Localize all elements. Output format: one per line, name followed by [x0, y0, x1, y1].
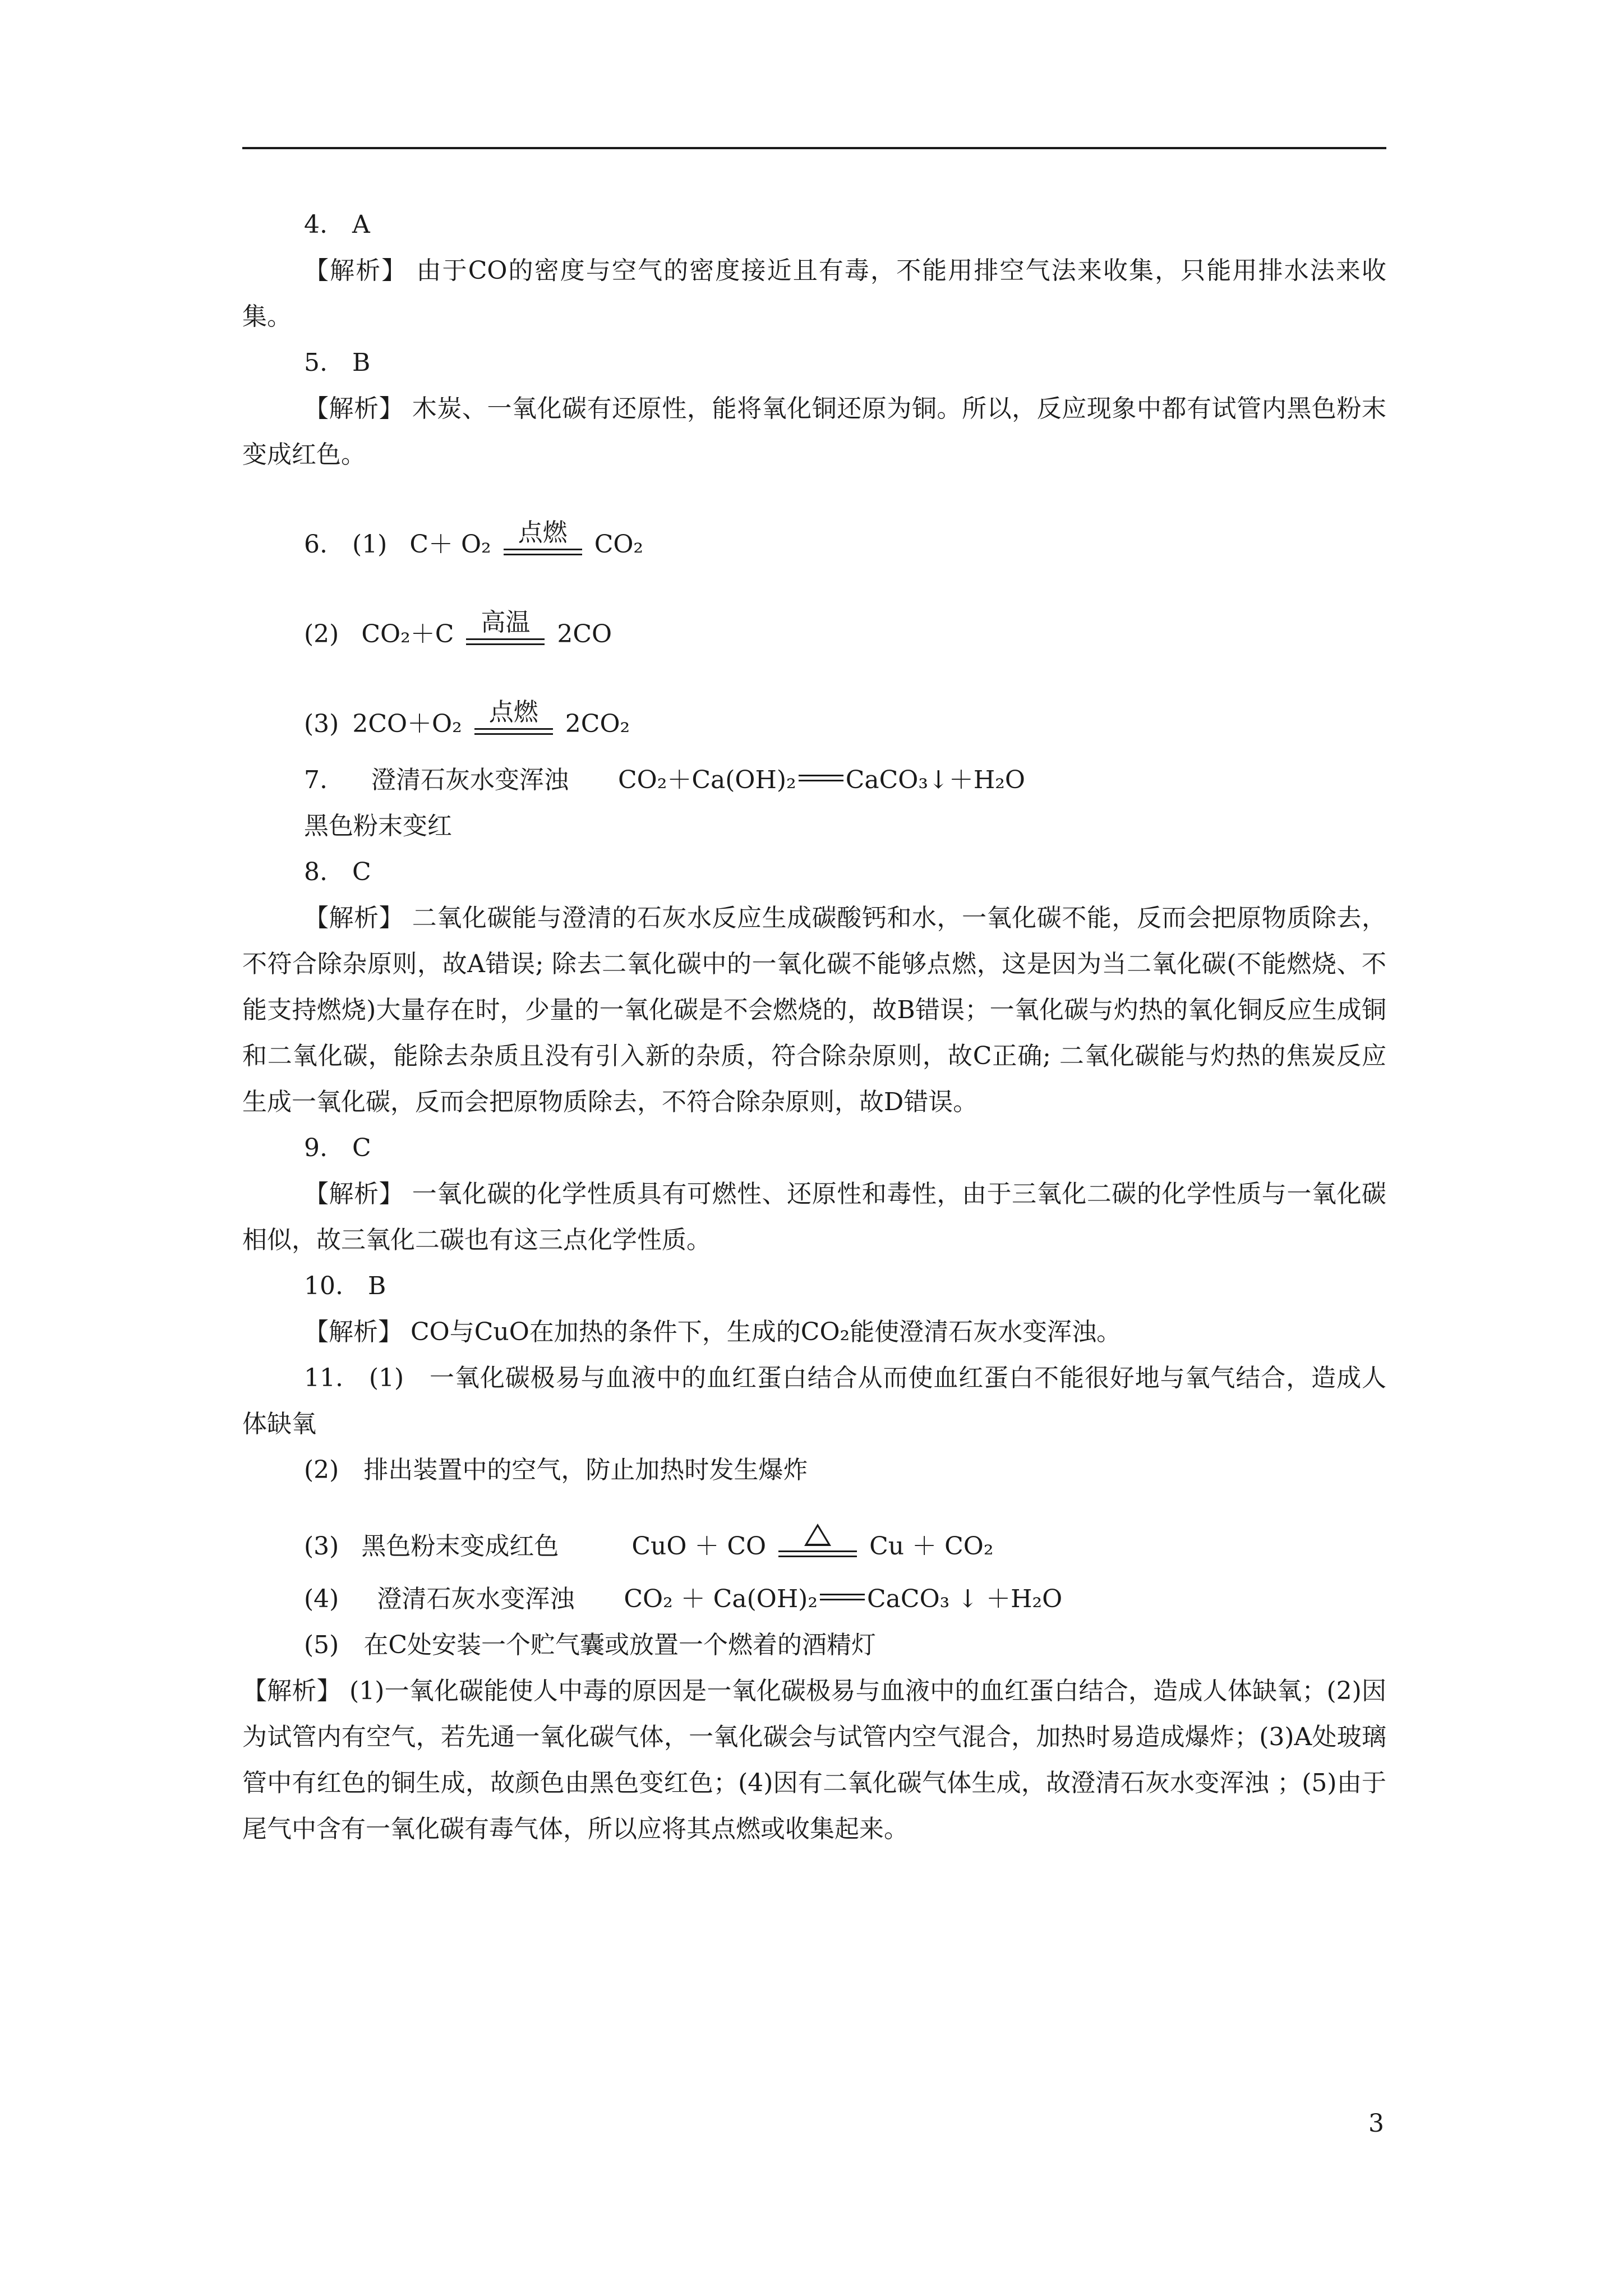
q10-analysis: 【解析】 CO与CuO在加热的条件下，生成的CO₂能使澄清石灰水变浑浊。 — [304, 1318, 1122, 1346]
equals-sign — [820, 1594, 865, 1600]
q6-eq3-condition-label: 点燃 — [488, 698, 538, 726]
q6-eq2-condition-label: 高温 — [481, 608, 531, 637]
equals-sign — [466, 638, 545, 645]
q11-part-1: 11. (1) 一氧化碳极易与血液中的血红蛋白结合从而使血红蛋白不能很好地与氧气结合，造成人体缺氧 — [242, 1364, 1386, 1438]
q7-eq-left: CO₂＋Ca(OH)₂ — [617, 766, 796, 794]
q6-equation-1 — [242, 478, 1386, 568]
q6-eq1-products: CO₂ — [594, 530, 644, 559]
q6-eq2-reactants: CO₂＋C — [361, 620, 454, 648]
answer-content — [242, 202, 1386, 1852]
heat-condition — [778, 1524, 857, 1557]
q6-eq3-products: 2CO₂ — [565, 710, 630, 738]
q8-analysis: 【解析】 二氧化碳能与澄清的石灰水反应生成碳酸钙和水，一氧化碳不能，反而会把原物质除去，不符合除杂原则，故A错误; 除去二氧化碳中的一氧化碳不能够点燃，这是因为当二氧化碳(不能燃烧、不能支持燃烧)大量存在时，少量的一氧化碳是不会燃烧的，故B错误；一氧化碳与灼热的氧化铜反应生成铜和二氧化碳，能除去杂质且没有引入新的杂质，符合除杂原则，故C正确; 二氧化碳能与灼热的焦炭反应生成一氧化碳，反而会把原物质除去，不符合除杂原则，故D错误。 — [242, 904, 1386, 1116]
equals-sign — [799, 775, 843, 781]
equals-sign — [474, 728, 553, 735]
q9-analysis: 【解析】 一氧化碳的化学性质具有可燃性、还原性和毒性，由于三氧化二碳的化学性质与一氧化碳相似，故三氧化二碳也有这三点化学性质。 — [242, 1180, 1386, 1254]
q6-eq2-condition — [466, 607, 545, 645]
q6-eq3-number: (3) — [304, 710, 339, 738]
q7-eq-right: CaCO₃↓＋H₂O — [845, 766, 1025, 794]
q6-equation-2 — [242, 568, 1386, 657]
q4-answer: 4. A — [304, 210, 370, 239]
header-rule — [242, 147, 1386, 149]
q7-line-1 — [242, 757, 1386, 803]
q6-eq1-condition — [504, 517, 582, 555]
q6-equation-3 — [242, 657, 1386, 747]
q11-part-3-eq-right: Cu ＋ CO₂ — [869, 1532, 994, 1561]
q11-part-4-eq-right: CaCO₃ ↓ ＋H₂O — [867, 1585, 1063, 1613]
q8-answer: 8. C — [304, 858, 371, 886]
q11-part-5: (5) 在C处安装一个贮气囊或放置一个燃着的酒精灯 — [304, 1631, 876, 1659]
q7-text: 澄清石灰水变浑浊 — [371, 766, 569, 794]
q6-eq1-condition-label: 点燃 — [518, 518, 568, 547]
equals-sign — [504, 549, 582, 555]
q11-analysis: 【解析】 (1)一氧化碳能使人中毒的原因是一氧化碳极易与血液中的血红蛋白结合，造成人体缺氧；(2)因为试管内有空气，若先通一氧化碳气体，一氧化碳会与试管内空气混合，加热时易造成爆炸；(3)A处玻璃管中有红色的铜生成，故颜色由黑色变红色；(4)因有二氧化碳气体生成，故澄清石灰水变浑浊 ；(5)由于尾气中含有一氧化碳有毒气体，所以应将其点燃或收集起来。 — [242, 1677, 1386, 1843]
q11-part-2: (2) 排出装置中的空气，防止加热时发生爆炸 — [304, 1456, 808, 1484]
q9-answer: 9. C — [304, 1134, 371, 1162]
q10-answer: 10. B — [304, 1272, 386, 1300]
q4-analysis: 【解析】 由于CO的密度与空气的密度接近且有毒，不能用排空气法来收集，只能用排水法来收集。 — [242, 256, 1386, 331]
q6-eq1-number: 6. (1) — [304, 530, 388, 559]
q5-answer: 5. B — [304, 348, 371, 377]
page-number: 3 — [1368, 2109, 1384, 2138]
q11-part-4-number: (4) — [304, 1585, 339, 1613]
q11-part-4-eq-left: CO₂ ＋ Ca(OH)₂ — [624, 1585, 818, 1613]
q7-line-2: 黑色粉末变红 — [304, 812, 452, 840]
q11-part-4-text: 澄清石灰水变浑浊 — [377, 1585, 575, 1613]
q6-eq2-number: (2) — [304, 620, 339, 648]
q11-part-3-number: (3) — [304, 1532, 339, 1561]
q11-part-3-text: 黑色粉末变成红色 — [361, 1532, 559, 1561]
q5-analysis: 【解析】 木炭、一氧化碳有还原性，能将氧化铜还原为铜。所以，反应现象中都有试管内黑色粉末变成红色。 — [242, 394, 1386, 469]
equals-sign — [778, 1550, 857, 1557]
heat-triangle-icon — [804, 1524, 831, 1546]
q6-eq3-condition — [474, 697, 553, 735]
q11-part-3 — [242, 1493, 1386, 1570]
q7-number: 7. — [304, 766, 328, 794]
q6-eq2-products: 2CO — [557, 620, 612, 648]
q6-eq3-reactants: 2CO＋O₂ — [352, 710, 462, 738]
q11-part-4 — [242, 1576, 1386, 1622]
q6-eq1-reactants: C＋ O₂ — [409, 530, 491, 559]
q11-part-3-eq-left: CuO ＋ CO — [631, 1532, 767, 1561]
